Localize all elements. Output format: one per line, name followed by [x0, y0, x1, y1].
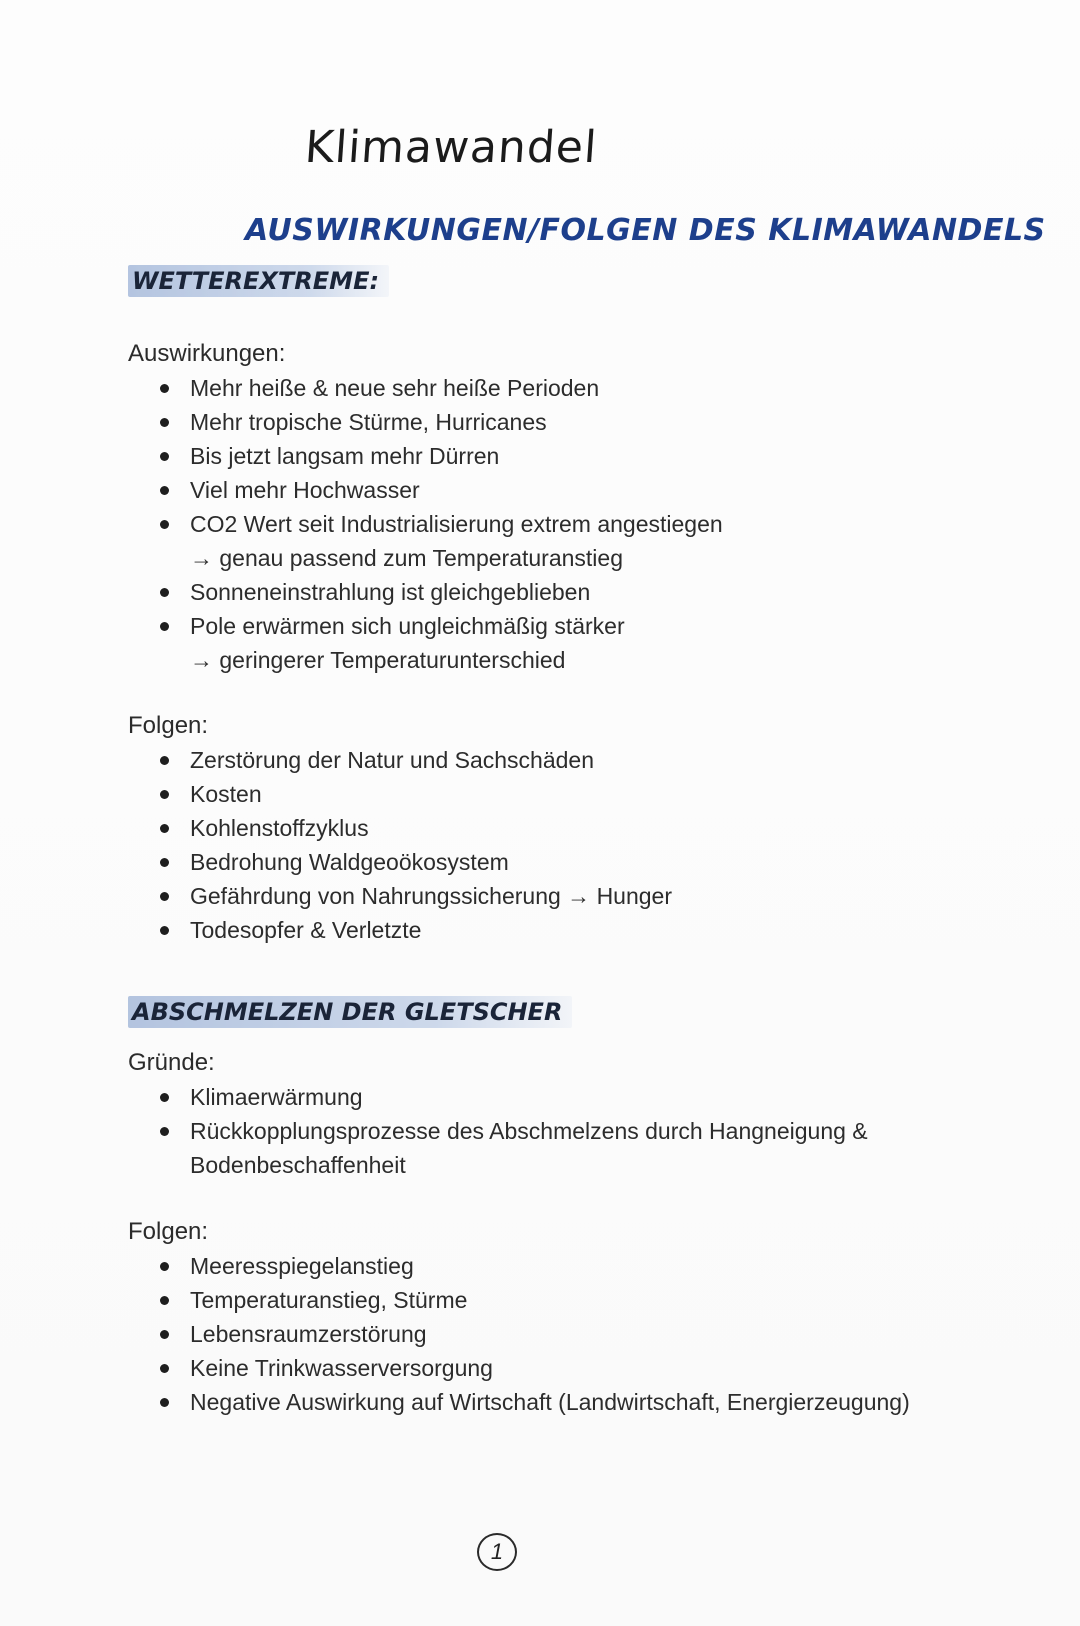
page-number: 1	[477, 1533, 517, 1571]
bullet-icon	[160, 1296, 169, 1305]
list-item-continuation: Bodenbeschaffenheit	[190, 1152, 406, 1178]
page-subtitle: AUSWIRKUNGEN/FOLGEN DES KLIMAWANDELS	[245, 213, 1046, 248]
list-subitem: → genau passend zum Temperaturanstieg	[190, 545, 624, 571]
auswirkungen-list	[160, 371, 723, 677]
list-item: Sonneneinstrahlung ist gleichgeblieben	[160, 575, 723, 609]
list-item: Kosten	[160, 777, 672, 811]
list-item: CO2 Wert seit Industrialisierung extrem angestiegen → genau passend zum Temperaturanstieg	[160, 507, 723, 575]
folgen-list-2	[160, 1249, 910, 1419]
section-heading-gletscher: ABSCHMELZEN DER GLETSCHER	[128, 996, 572, 1028]
bullet-icon	[160, 588, 169, 597]
list-item: Bis jetzt langsam mehr Dürren	[160, 439, 723, 473]
bullet-icon	[160, 858, 169, 867]
auswirkungen-label: Auswirkungen:	[128, 340, 286, 367]
bullet-icon	[160, 1330, 169, 1339]
list-item: Mehr heiße & neue sehr heiße Perioden	[160, 371, 723, 405]
list-item: Gefährdung von Nahrungssicherung → Hunger	[160, 879, 672, 913]
list-item: Negative Auswirkung auf Wirtschaft (Landwirtschaft, Energierzeugung)	[160, 1385, 910, 1419]
list-item: Keine Trinkwasserversorgung	[160, 1351, 910, 1385]
bullet-icon	[160, 1364, 169, 1373]
folgen-label-2: Folgen:	[128, 1218, 209, 1245]
bullet-icon	[160, 622, 169, 631]
section-heading-wetterextreme: WETTEREXTREME:	[128, 265, 389, 297]
list-item: Lebensraumzerstörung	[160, 1317, 910, 1351]
list-item: Kohlenstoffzyklus	[160, 811, 672, 845]
bullet-icon	[160, 452, 169, 461]
page-title: Klimawandel	[303, 122, 599, 173]
folgen-label: Folgen:	[128, 712, 209, 739]
list-item: Klimaerwärmung	[160, 1080, 868, 1114]
list-subitem: → geringerer Temperaturunterschied	[190, 647, 566, 673]
gruende-list	[160, 1080, 868, 1182]
bullet-icon	[160, 486, 169, 495]
bullet-icon	[160, 1127, 169, 1136]
bullet-icon	[160, 790, 169, 799]
list-item: Viel mehr Hochwasser	[160, 473, 723, 507]
bullet-icon	[160, 1262, 169, 1271]
bullet-icon	[160, 824, 169, 833]
bullet-icon	[160, 384, 169, 393]
list-item: Rückkopplungsprozesse des Abschmelzens durch Hangneigung & Bodenbeschaffenheit	[160, 1114, 868, 1182]
gruende-label: Gründe:	[128, 1049, 215, 1076]
bullet-icon	[160, 520, 169, 529]
list-item: Meeresspiegelanstieg	[160, 1249, 910, 1283]
bullet-icon	[160, 926, 169, 935]
bullet-icon	[160, 1093, 169, 1102]
list-item: Todesopfer & Verletzte	[160, 913, 672, 947]
bullet-icon	[160, 1398, 169, 1407]
list-item: Mehr tropische Stürme, Hurricanes	[160, 405, 723, 439]
folgen-list	[160, 743, 672, 947]
list-item: Pole erwärmen sich ungleichmäßig stärker → geringerer Temperaturunterschied	[160, 609, 723, 677]
list-item: Bedrohung Waldgeoökosystem	[160, 845, 672, 879]
bullet-icon	[160, 756, 169, 765]
list-item: Zerstörung der Natur und Sachschäden	[160, 743, 672, 777]
bullet-icon	[160, 418, 169, 427]
list-item: Temperaturanstieg, Stürme	[160, 1283, 910, 1317]
bullet-icon	[160, 892, 169, 901]
